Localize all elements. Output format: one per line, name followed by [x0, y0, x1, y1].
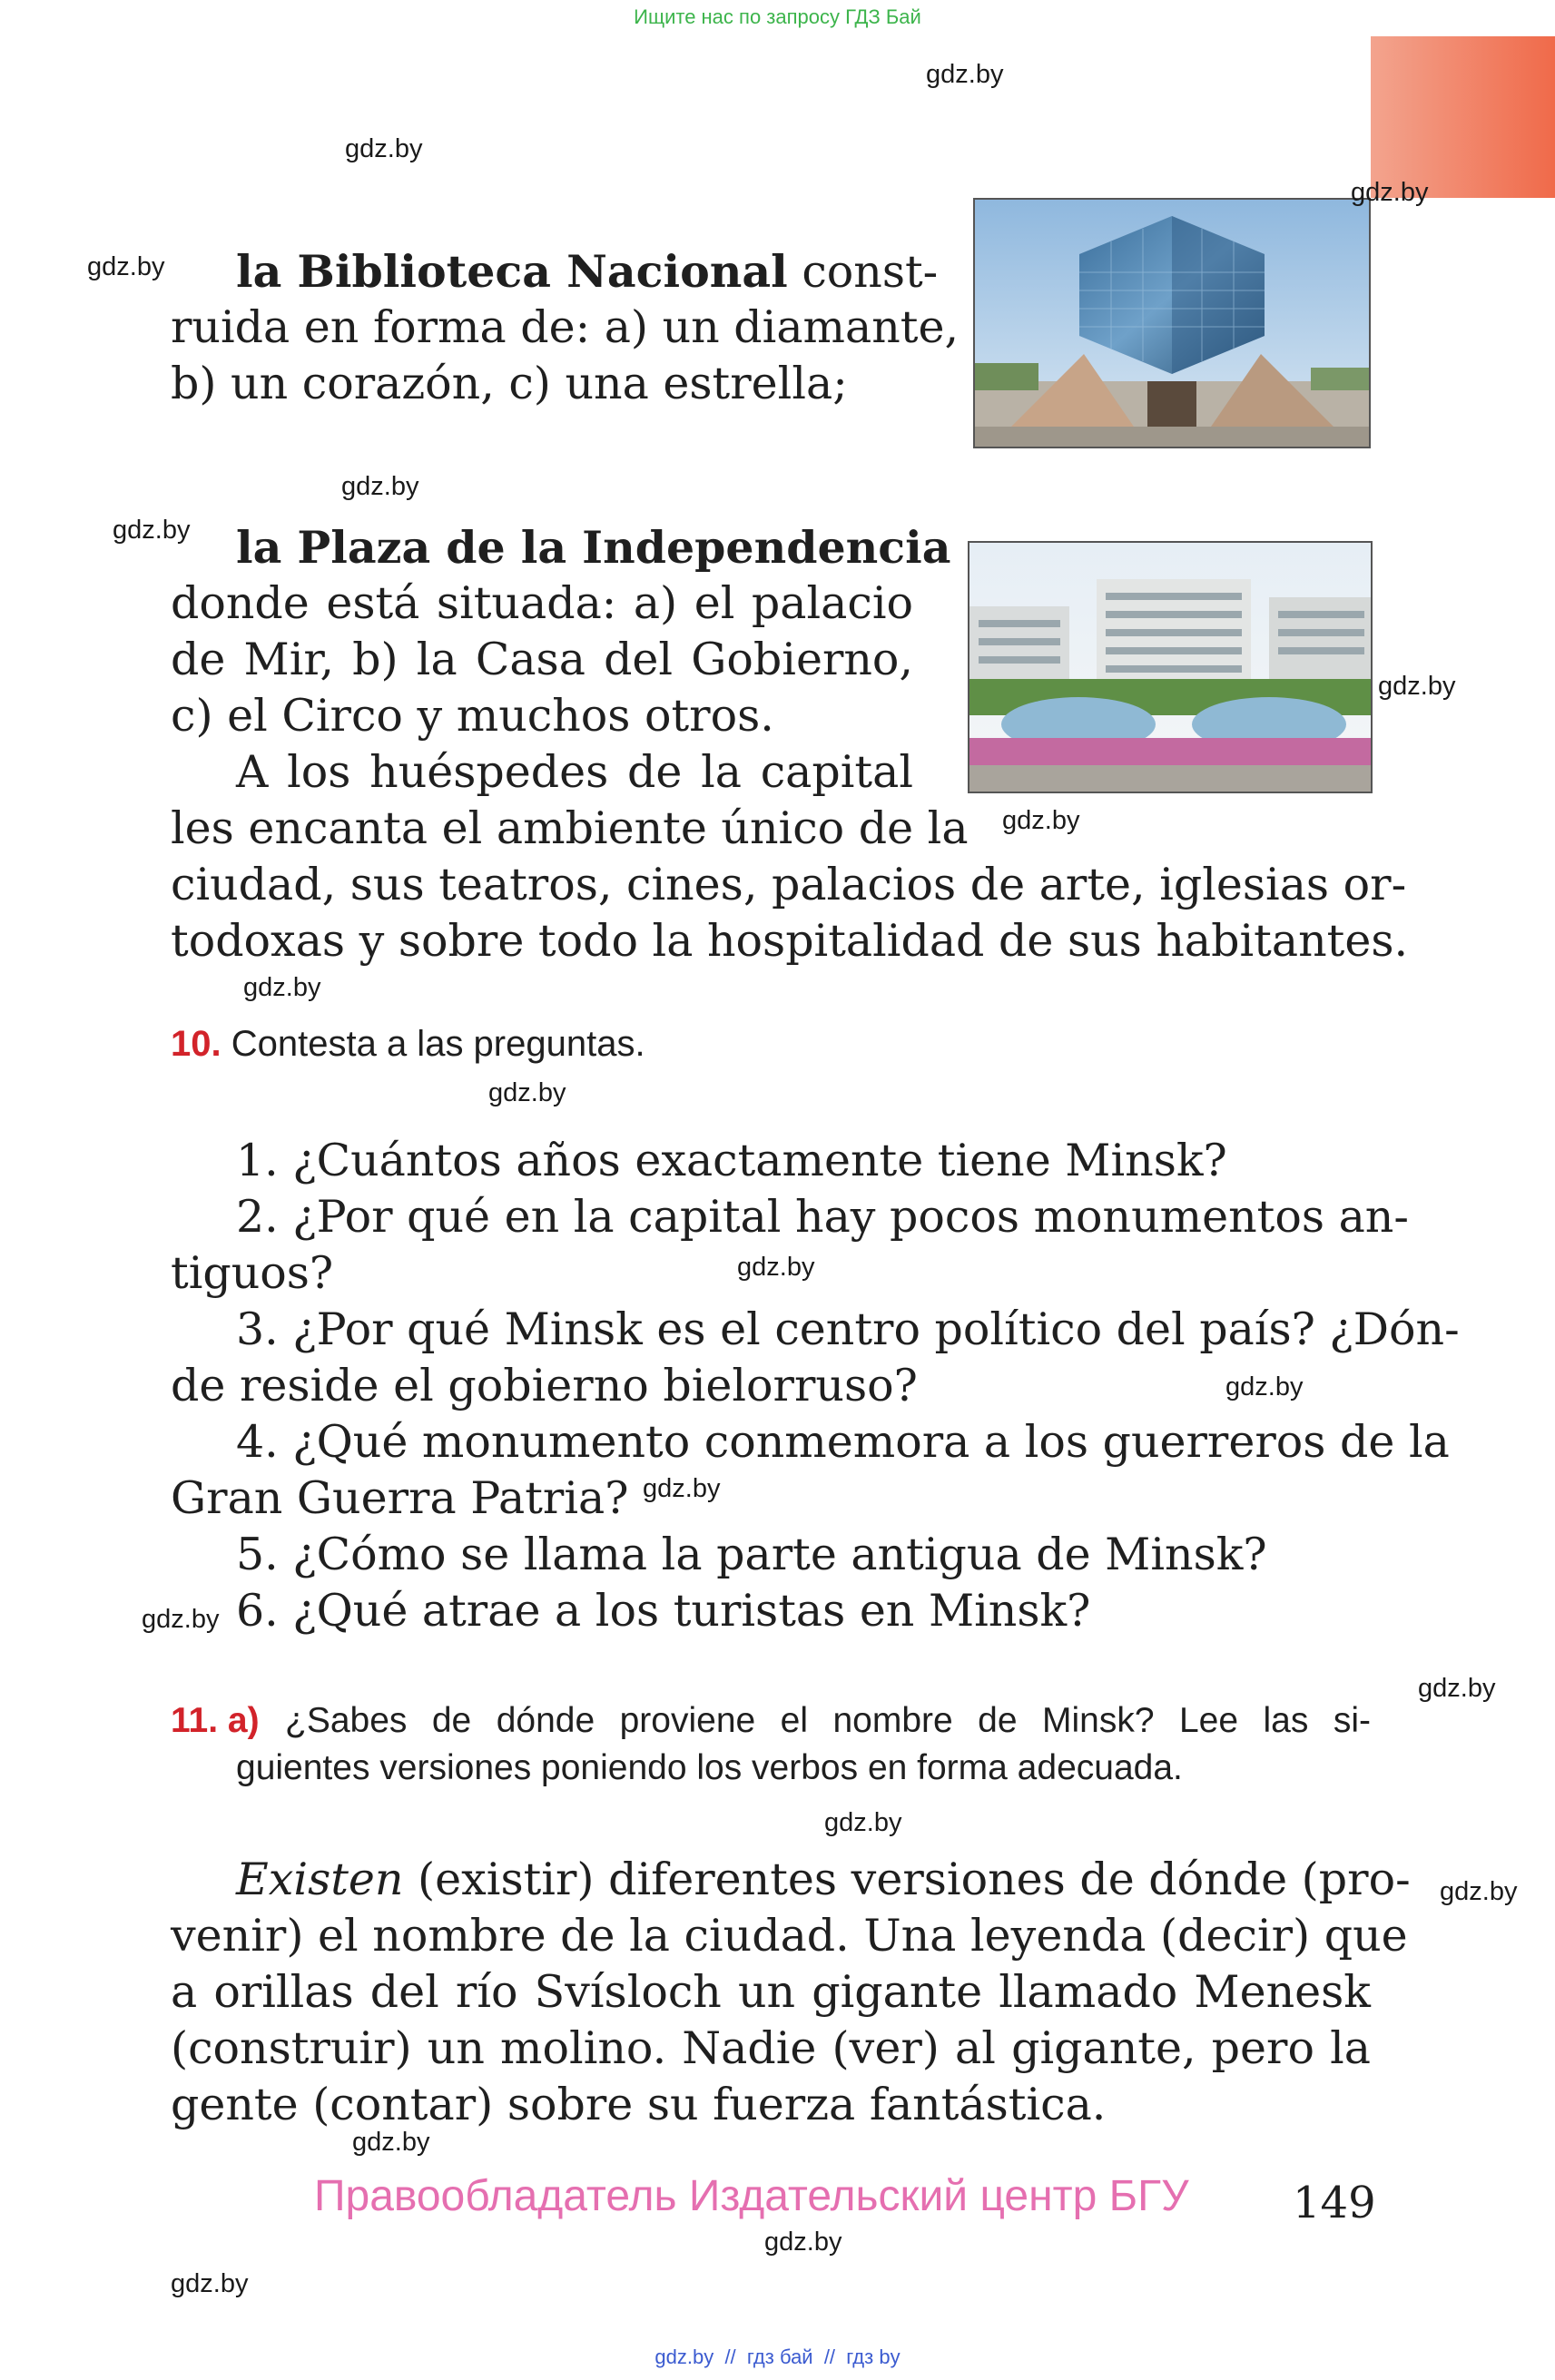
watermark: gdz.by	[142, 1605, 220, 1634]
question-5: 5. ¿Cómo se llama la parte antigua de Minsk?	[236, 1529, 1267, 1580]
exercise-10-heading	[171, 1024, 645, 1065]
page-number: 149	[1293, 2178, 1376, 2228]
watermark: gdz.by	[341, 472, 419, 501]
plaza-title: la Plaza de la Independencia	[236, 521, 951, 574]
watermark: gdz.by	[352, 2128, 430, 2157]
bottom-links[interactable]: gdz.by // гдз бай // гдз by	[654, 2346, 901, 2368]
exercise-11-paragraph-line-1-rest: (existir) diferentes versiones de dónde (pro-	[418, 1854, 1411, 1905]
library-title: la Biblioteca Nacional	[236, 245, 788, 298]
corner-decoration	[1371, 36, 1555, 198]
library-line-1-rest: const-	[802, 246, 939, 298]
plaza-line-5: A los huéspedes de la capital	[236, 746, 913, 798]
watermark: gdz.by	[1440, 1877, 1518, 1906]
exercise-11-paragraph-line-4: (construir) un molino. Nadie (ver) al gigante, pero la	[171, 2022, 1371, 2074]
independence-square-image	[969, 543, 1371, 792]
question-2-line-2: tiguos?	[171, 1247, 334, 1299]
watermark: gdz.by	[1378, 672, 1456, 701]
example-answer: Existen	[236, 1854, 404, 1905]
copyright-notice: Правообладатель Издательский центр БГУ	[314, 2172, 1189, 2220]
plaza-line-3: de Mir, b) la Casa del Gobierno,	[171, 634, 913, 685]
question-2-line-1: 2. ¿Por qué en la capital hay pocos monumentos an-	[236, 1191, 1409, 1243]
watermark: gdz.by	[87, 252, 165, 281]
watermark: gdz.by	[643, 1474, 721, 1503]
question-3-line-2: de reside el gobierno bielorruso?	[171, 1360, 918, 1411]
question-6: 6. ¿Qué atrae a los turistas en Minsk?	[236, 1585, 1091, 1637]
exercise-10-instruction: Contesta a las preguntas.	[231, 1024, 645, 1064]
plaza-line-6: les encanta el ambiente único de la	[171, 802, 969, 854]
watermark: gdz.by	[737, 1253, 815, 1282]
watermark: gdz.by	[764, 2228, 842, 2257]
watermark: gdz.by	[488, 1078, 566, 1107]
independence-square-photo	[968, 541, 1373, 793]
plaza-line-2: donde está situada: a) el palacio	[171, 577, 913, 629]
watermark: gdz.by	[1418, 1674, 1496, 1703]
library-line-2: ruida en forma de: a) un diamante,	[171, 301, 960, 353]
watermark: gdz.by	[824, 1808, 902, 1837]
plaza-line-7: ciudad, sus teatros, cines, palacios de arte, iglesias or-	[171, 859, 1407, 910]
watermark: gdz.by	[926, 60, 1004, 89]
national-library-image	[975, 200, 1369, 447]
library-line-3: b) un corazón, c) una estrella;	[171, 358, 848, 409]
plaza-line-8: todoxas y sobre todo la hospitalidad de sus habitantes.	[171, 915, 1409, 967]
question-3-line-1: 3. ¿Por qué Minsk es el centro político del país? ¿Dón-	[236, 1303, 1460, 1355]
exercise-11-paragraph-line-1	[236, 1852, 1411, 1908]
watermark: gdz.by	[243, 973, 321, 1002]
exercise-11-paragraph-line-5: gente (contar) sobre su fuerza fantástica.	[171, 2079, 1107, 2130]
watermark: gdz.by	[171, 2269, 249, 2298]
exercise-11-instruction-line-2: guientes versiones poniendo los verbos en forma adecuada.	[236, 1748, 1183, 1787]
question-1: 1. ¿Cuántos años exactamente tiene Minsk?	[236, 1135, 1227, 1186]
watermark: gdz.by	[1225, 1372, 1304, 1401]
question-4-line-1: 4. ¿Qué monumento conmemora a los guerreros de la	[236, 1416, 1450, 1468]
watermark: gdz.by	[113, 516, 191, 545]
watermark: gdz.by	[1351, 178, 1429, 207]
exercise-10-number: 10.	[171, 1024, 221, 1064]
exercise-11-number: 11. a)	[171, 1701, 260, 1740]
question-4-line-2: Gran Guerra Patria?	[171, 1472, 629, 1524]
exercise-11-paragraph-line-2: venir) el nombre de la ciudad. Una leyenda (decir) que	[171, 1910, 1408, 1962]
exercise-11-paragraph-line-3: a orillas del río Svísloch un gigante llamado Menesk	[171, 1966, 1371, 2018]
plaza-line-4: c) el Circo y muchos otros.	[171, 690, 774, 742]
exercise-11-instruction-line-1: ¿Sabes de dónde proviene el nombre de Minsk? Lee las si-	[285, 1701, 1371, 1740]
watermark: gdz.by	[1002, 806, 1080, 835]
top-search-note: Ищите нас по запросу ГДЗ Бай	[634, 5, 921, 28]
national-library-photo	[973, 198, 1371, 448]
watermark: gdz.by	[345, 134, 423, 163]
library-line-1	[236, 243, 939, 300]
